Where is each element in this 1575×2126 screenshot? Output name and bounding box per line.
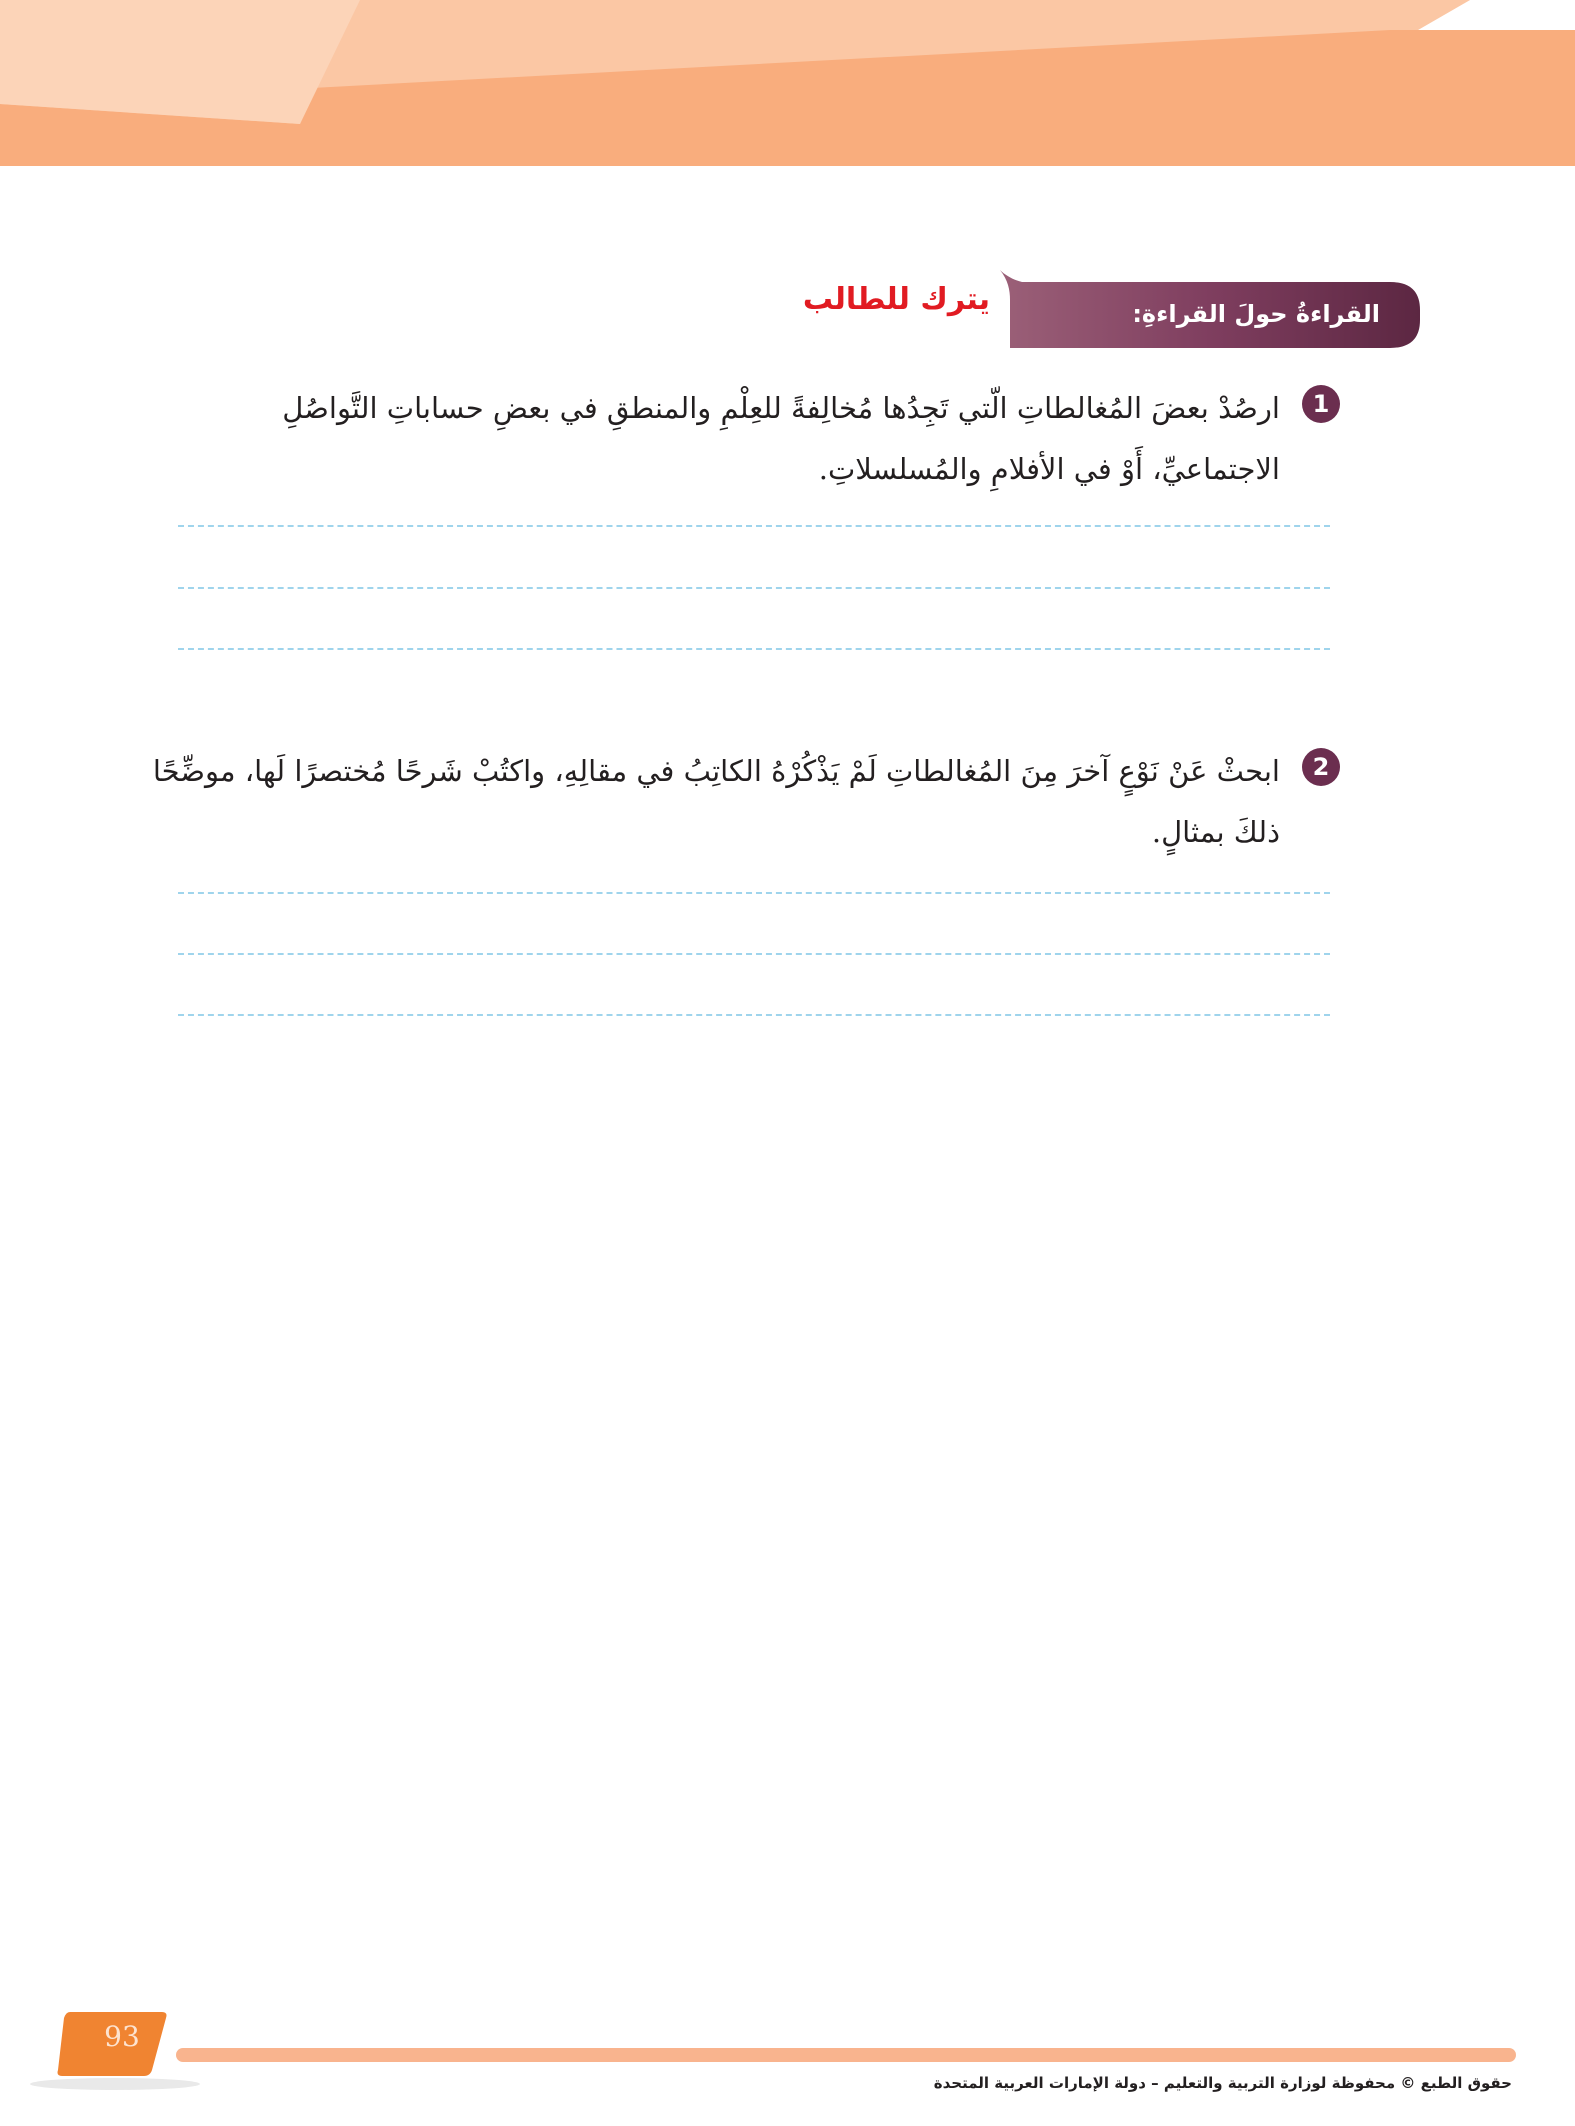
question-1 xyxy=(150,378,1340,500)
question-number-badge: 2 xyxy=(1302,748,1340,786)
top-banner xyxy=(0,0,1575,166)
teacher-note: يترك للطالب xyxy=(802,282,990,317)
question-2 xyxy=(150,741,1340,863)
footer-rule xyxy=(176,2048,1516,2062)
answer-line[interactable] xyxy=(178,1014,1330,1016)
page-number: 93 xyxy=(104,2020,140,2053)
answer-line[interactable] xyxy=(178,525,1330,527)
answer-line[interactable] xyxy=(178,648,1330,650)
answer-line[interactable] xyxy=(178,953,1330,955)
answer-line[interactable] xyxy=(178,587,1330,589)
answer-line[interactable] xyxy=(178,892,1330,894)
question-text: ارصُدْ بعضَ المُغالطاتِ الّتي تَجِدُها مُخالِفةً للعِلْمِ والمنطقِ في بعضِ حساباتِ التَّواصُلِ الاجتماعيِّ، أَوْ في الأفلامِ والمُسلسلاتِ. xyxy=(282,391,1280,486)
question-number-badge: 1 xyxy=(1302,385,1340,423)
section-header xyxy=(1000,270,1420,348)
page-number-badge xyxy=(20,2004,200,2094)
section-title: القراءةُ حولَ القراءةِ: xyxy=(1132,300,1380,328)
copyright-notice: حقوق الطبع © محفوظة لوزارة التربية والتعليم – دولة الإمارات العربية المتحدة xyxy=(933,2074,1512,2092)
question-text: ابحثْ عَنْ نَوْعٍ آخرَ مِنَ المُغالطاتِ لَمْ يَذْكُرْهُ الكاتِبُ في مقالِهِ، واكتُبْ شَرحًا مُختصرًا لَها، موضِّحًا ذلكَ بمثالٍ. xyxy=(152,754,1280,849)
